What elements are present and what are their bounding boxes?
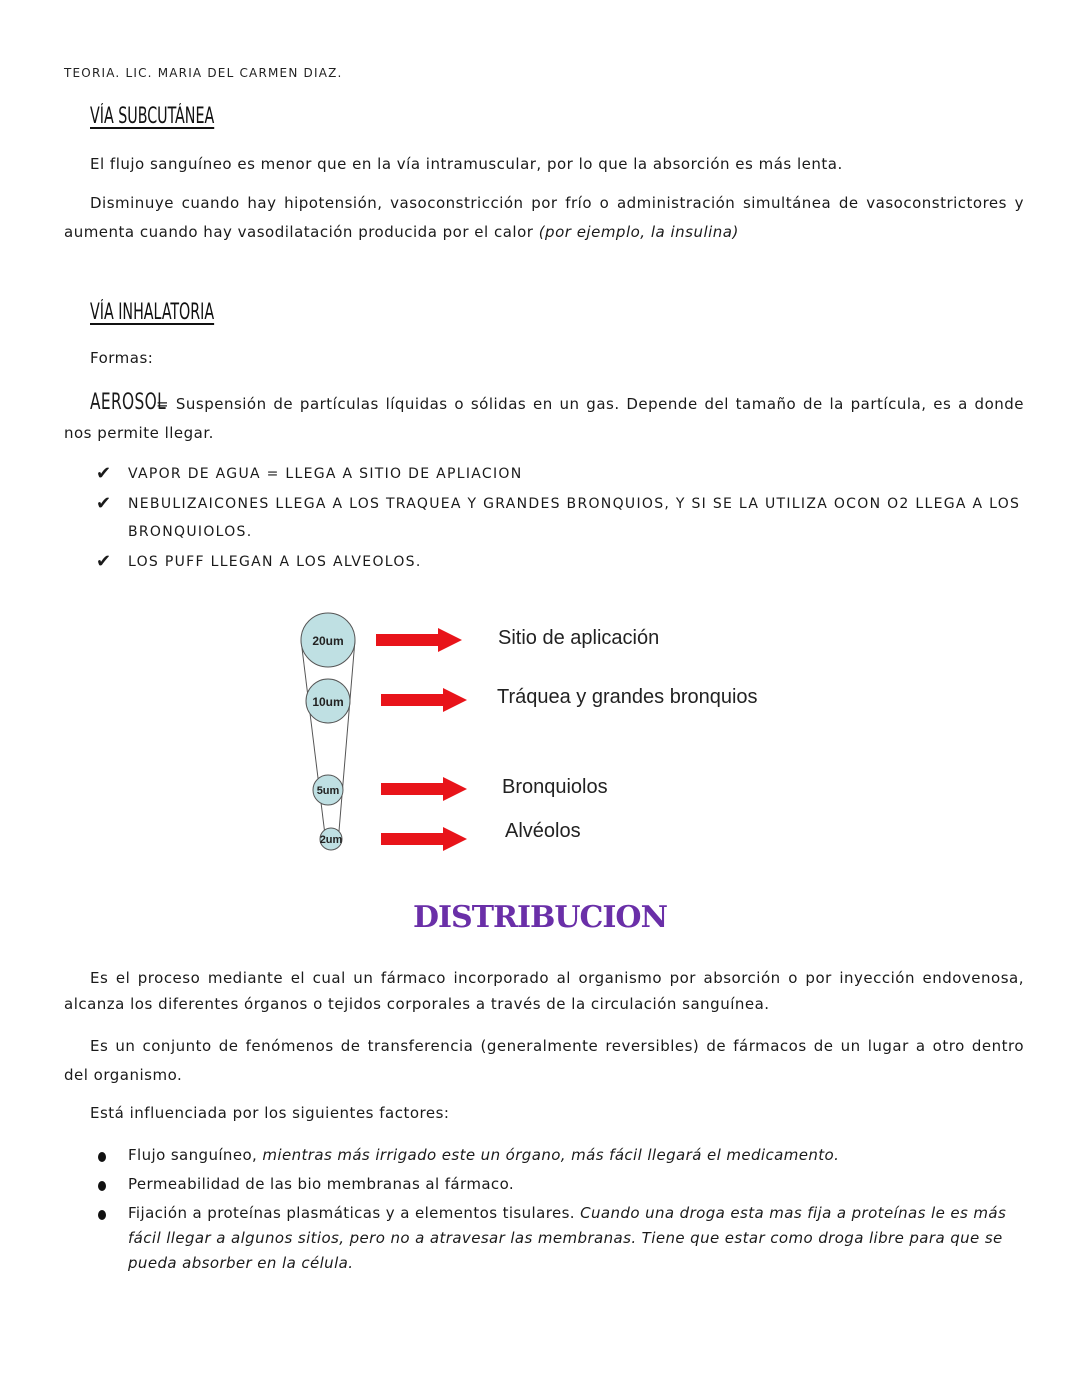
insulin-example: (por ejemplo, la insulina): [538, 223, 739, 241]
factors-intro: Está influenciada por los siguientes factores:: [90, 1104, 450, 1122]
size-label-5um: 5um: [316, 785, 340, 797]
distribucion-paragraph-1: Es el proceso mediante el cual un fármaco incorporado al organismo por absorción o por inyección endovenosa, alcanza los diferentes órganos o tejidos corporales a través de la circulación sanguínea.: [64, 969, 1024, 1013]
arrow-right-icon: [381, 827, 467, 851]
destination-label: Alvéolos: [505, 820, 581, 842]
factor-item: Flujo sanguíneo, mientras más irrigado este un órgano, más fácil llegará el medicamento.: [96, 1143, 1016, 1168]
factor-item: Fijación a proteínas plasmáticas y a elementos tisulares. Cuando una droga esta mas fija a proteínas le es más fácil llegar a algunos sitios, pero no a atravesar las membranas. Tiene que estar como droga libre para que se pueda absorber en la célula.: [96, 1201, 1016, 1276]
subcutanea-paragraph-2: Disminuye cuando hay hipotensión, vasoconstricción por frío o administración simultánea de vasoconstrictores y aumenta cuando hay vasodilatación producida por el calor (por ejemplo, la insulina): [64, 194, 1024, 241]
size-label-2um: 2um: [319, 834, 343, 846]
bullet-icon: [98, 1181, 106, 1191]
checkmark-icon: ✔: [96, 551, 113, 572]
destination-label: Tráquea y grandes bronquios: [497, 686, 758, 708]
arrow-icons: [376, 628, 467, 851]
checkmark-icon: ✔: [96, 493, 113, 514]
arrow-right-icon: [376, 628, 462, 652]
checkmark-icon: ✔: [96, 463, 113, 484]
particle-size-diagram: [290, 595, 810, 865]
size-label-10um: 10um: [312, 695, 344, 709]
formas-label: Formas:: [90, 349, 154, 367]
section-title-distribucion: DISTRIBUCION: [413, 900, 667, 935]
arrow-right-icon: [381, 688, 467, 712]
aerosol-term: AEROSOL: [90, 390, 167, 415]
bullet-icon: [98, 1210, 106, 1220]
destination-label: Bronquiolos: [502, 776, 608, 798]
checklist-item: ✔ VAPOR DE AGUA = LLEGA A SITIO DE APLIACION: [96, 460, 1026, 488]
factor-item: Permeabilidad de las bio membranas al fármaco.: [96, 1172, 1016, 1197]
checklist-item: ✔ LOS PUFF LLEGAN A LOS ALVEOLOS.: [96, 548, 1026, 576]
subcutanea-paragraph-1: El flujo sanguíneo es menor que en la vía intramuscular, por lo que la absorción es más lenta.: [90, 155, 843, 173]
size-label-20um: 20um: [312, 634, 344, 648]
checklist-item: ✔ NEBULIZAICONES LLEGA A LOS TRAQUEA Y GRANDES BRONQUIOS, Y SI SE LA UTILIZA OCON O2 LLEGA A LOS BRONQUIOLOS.: [96, 490, 1026, 546]
distribution-factors-list: [96, 1143, 1016, 1280]
inhalation-forms-checklist: [96, 460, 1026, 578]
destination-label: Sitio de aplicación: [498, 627, 660, 649]
document-header: TEORIA. LIC. MARIA DEL CARMEN DIAZ.: [64, 66, 343, 80]
funnel-line-right: [338, 640, 355, 843]
aerosol-definition: AEROSOL= Suspensión de partículas líquidas o sólidas en un gas. Depende del tamaño de la partícula, es a donde nos permite llegar.: [64, 390, 1024, 442]
distribucion-paragraph-2: Es un conjunto de fenómenos de transferencia (generalmente reversibles) de fármacos de un lugar a otro dentro del organismo.: [64, 1037, 1024, 1084]
arrow-right-icon: [381, 777, 467, 801]
funnel-line-left: [301, 640, 326, 843]
section-title-subcutanea: VÍA SUBCUTÁNEA: [90, 104, 215, 129]
section-title-inhalatoria: VÍA INHALATORIA: [90, 300, 215, 325]
bullet-icon: [98, 1152, 106, 1162]
